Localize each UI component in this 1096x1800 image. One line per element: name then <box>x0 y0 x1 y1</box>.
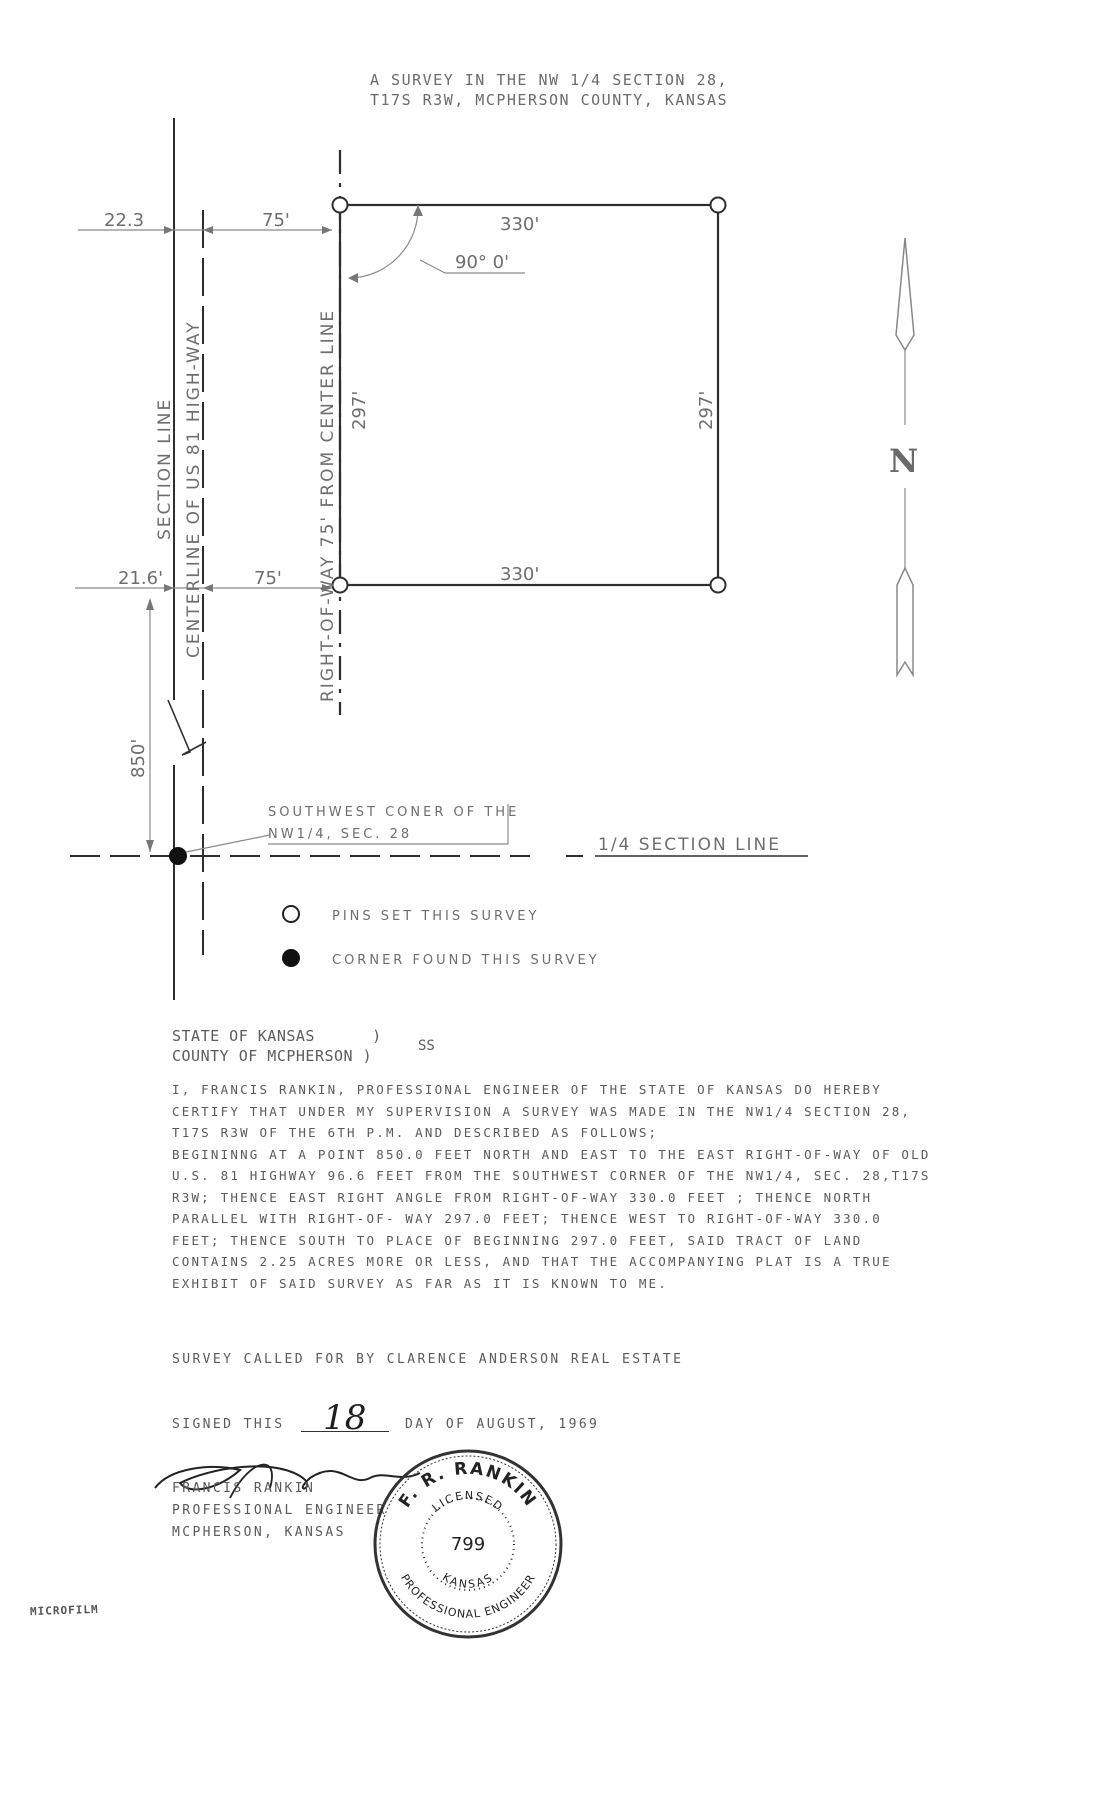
venue-ss: SS <box>418 1038 435 1054</box>
dim-section-offset-bottom: 21.6' <box>118 568 164 589</box>
angle-leader <box>420 260 445 273</box>
section-line-label: SECTION LINE <box>155 397 175 540</box>
corner-found <box>169 847 187 865</box>
signed-suffix: DAY OF AUGUST, 1969 <box>404 1417 600 1432</box>
dim-bottom-330: 330' <box>500 564 540 585</box>
angle-arc <box>350 205 418 278</box>
certificate-text <box>172 1079 932 1294</box>
survey-called-for: SURVEY CALLED FOR BY CLARENCE ANDERSON REAL ESTATE <box>172 1352 684 1367</box>
seal-state: KANSAS <box>440 1570 496 1592</box>
legend-pins: PINS SET THIS SURVEY <box>332 909 540 924</box>
arrow-icon <box>146 598 154 610</box>
right-of-way-label: RIGHT-OF-WAY 75' FROM CENTER LINE <box>318 308 338 702</box>
arrow-icon <box>203 584 213 592</box>
quarter-section-label: 1/4 SECTION LINE <box>598 835 782 855</box>
venue-county: COUNTY OF MCPHERSON ) <box>172 1047 373 1065</box>
sw-corner-line2: NW1/4, SEC. 28 <box>268 827 413 842</box>
arrow-icon <box>203 226 213 234</box>
arrow-icon <box>322 226 332 234</box>
seal-bottom: PROFESSIONAL ENGINEER <box>397 1571 539 1621</box>
pin-nw <box>333 198 348 213</box>
north-label: N <box>889 442 919 480</box>
arrow-icon <box>146 840 154 852</box>
seal-number: 799 <box>450 1534 486 1555</box>
pin-se <box>711 578 726 593</box>
arrow-icon <box>164 584 174 592</box>
north-arrow-head-icon <box>896 238 914 350</box>
survey-title-line1: A SURVEY IN THE NW 1/4 SECTION 28, <box>370 71 729 89</box>
centerline-label: CENTERLINE OF US 81 HIGH-WAY <box>184 320 204 658</box>
dim-section-offset-top: 22.3 <box>104 210 145 231</box>
signer-location: MCPHERSON, KANSAS <box>172 1525 346 1540</box>
sw-corner-line1: SOUTHWEST CONER OF THE <box>268 805 520 820</box>
tract-boundary <box>340 205 718 585</box>
certificate-paragraph: I, FRANCIS RANKIN, PROFESSIONAL ENGINEER OF THE STATE OF KANSAS DO HEREBY CERTIFY THAT UNDER MY SUPERVISION A SURVEY WAS MADE IN THE NW1/4 SECTION 28, T17S R3W OF THE 6TH P.M. AND DESCRIBED AS FOLLOWS; <box>172 1082 912 1140</box>
microfilm-stamp: MICROFILM <box>29 1602 99 1619</box>
dim-right-297: 297' <box>696 390 717 430</box>
dim-850: 850' <box>128 738 149 778</box>
arrow-icon <box>348 273 358 283</box>
signed-line <box>172 1398 600 1438</box>
svg-text:LICENSED <box>430 1489 507 1515</box>
dim-top-330: 330' <box>500 214 540 235</box>
pin-ne <box>711 198 726 213</box>
signed-day: 18 <box>301 1405 389 1432</box>
legend-pin-icon <box>283 906 299 922</box>
venue-state: STATE OF KANSAS ) <box>172 1027 382 1045</box>
signer-title: PROFESSIONAL ENGINEER <box>172 1503 387 1518</box>
dim-row-top: 75' <box>262 210 290 231</box>
dim-row-bottom: 75' <box>254 568 282 589</box>
sw-corner-leader <box>186 835 270 852</box>
legend-corner: CORNER FOUND THIS SURVEY <box>332 953 600 968</box>
certificate-description: BEGININNG AT A POINT 850.0 FEET NORTH AND EAST TO THE EAST RIGHT-OF-WAY OF OLD U.S. 81 HIGHWAY 96.6 FEET FROM THE SOUTHWEST CORNER OF THE NW1/4, SEC. 28,T17S R3W; THENCE EAST RIGHT ANGLE FROM RIGHT-OF-WAY 330.0 FEET ; THENCE NORTH PARALLEL WITH RIGHT-OF- WAY 297.0 FEET; THENCE WEST TO RIGHT-OF-WAY 330.0 FEET; THENCE SOUTH TO PLACE OF BEGINNING 297.0 FEET, SAID TRACT OF LAND CONTAINS 2.25 ACRES MORE OR LESS, AND THAT THE ACCOMPANYING PLAT IS A TRUE EXHIBIT OF SAID SURVEY AS FAR AS IT IS KNOWN TO ME. <box>172 1146 931 1291</box>
dim-left-297: 297' <box>349 390 370 430</box>
legend-corner-icon <box>282 949 300 967</box>
north-arrow-tail-icon <box>897 568 913 675</box>
arrow-icon <box>413 205 423 216</box>
break-symbol <box>168 700 206 755</box>
signer-name: FRANCIS RANKIN <box>172 1481 316 1496</box>
angle-label: 90° 0' <box>455 252 510 273</box>
arrow-icon <box>164 226 174 234</box>
svg-text:KANSAS <box>440 1571 496 1592</box>
survey-title-line2: T17S R3W, MCPHERSON COUNTY, KANSAS <box>370 91 729 109</box>
signed-prefix: SIGNED THIS <box>172 1417 285 1432</box>
signer-block <box>172 1478 387 1544</box>
venue-block <box>172 1026 382 1066</box>
seal-top: LICENSED <box>429 1488 507 1515</box>
seal-name: F. R. RANKIN <box>395 1458 541 1512</box>
engineer-seal <box>368 1444 568 1644</box>
